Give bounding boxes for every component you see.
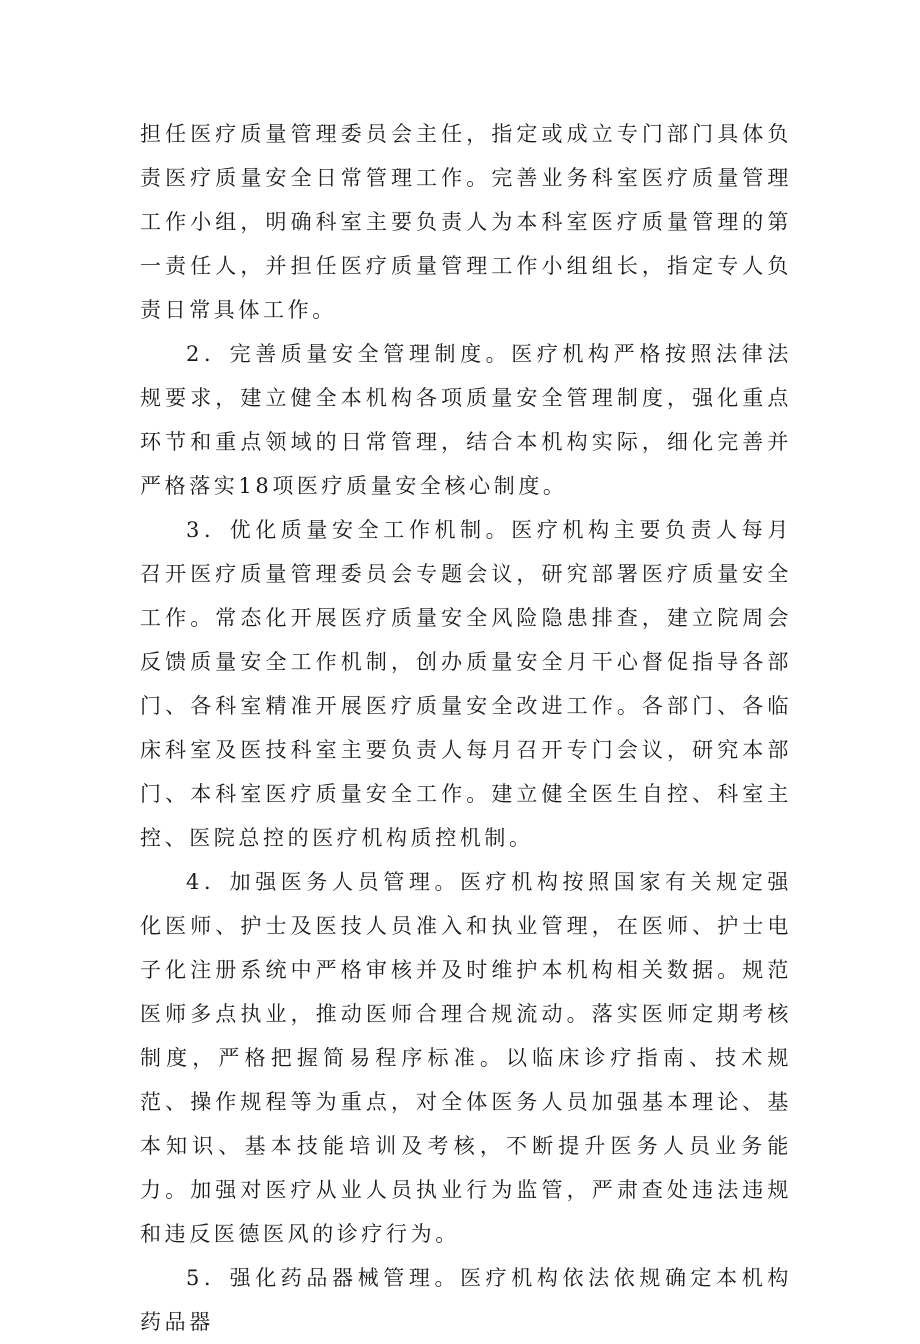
document-body xyxy=(140,112,792,1344)
paragraph-item-2: 2．完善质量安全管理制度。医疗机构严格按照法律法规要求，建立健全本机构各项质量安全管理制度，强化重点环节和重点领域的日常管理，结合本机构实际，细化完善并严格落实18项医疗质量安全核心制度。 xyxy=(140,342,792,498)
paragraph-item-3: 3．优化质量安全工作机制。医疗机构主要负责人每月召开医疗质量管理委员会专题会议，研究部署医疗质量安全工作。常态化开展医疗质量安全风险隐患排查，建立院周会反馈质量安全工作机制，创办质量安全月干心督促指导各部门、各科室精准开展医疗质量安全改进工作。各部门、各临床科室及医技科室主要负责人每月召开专门会议，研究本部门、本科室医疗质量安全工作。建立健全医生自控、科室主控、医院总控的医疗机构质控机制。 xyxy=(140,518,792,850)
paragraph-item-5: 5．强化药品器械管理。医疗机构依法依规确定本机构药品器 xyxy=(140,1266,792,1334)
paragraph-item-4: 4．加强医务人员管理。医疗机构按照国家有关规定强化医师、护士及医技人员准入和执业管理，在医师、护士电子化注册系统中严格审核并及时维护本机构相关数据。规范医师多点执业，推动医师合理合规流动。落实医师定期考核制度，严格把握简易程序标准。以临床诊疗指南、技术规范、操作规程等为重点，对全体医务人员加强基本理论、基本知识、基本技能培训及考核，不断提升医务人员业务能力。加强对医疗从业人员执业行为监管，严肃查处违法违规和违反医德医风的诊疗行为。 xyxy=(140,870,792,1246)
paragraph-continuation: 担任医疗质量管理委员会主任，指定或成立专门部门具体负责医疗质量安全日常管理工作。完善业务科室医疗质量管理工作小组，明确科室主要负责人为本科室医疗质量管理的第一责任人，并担任医疗质量管理工作小组组长，指定专人负责日常具体工作。 xyxy=(140,122,792,322)
